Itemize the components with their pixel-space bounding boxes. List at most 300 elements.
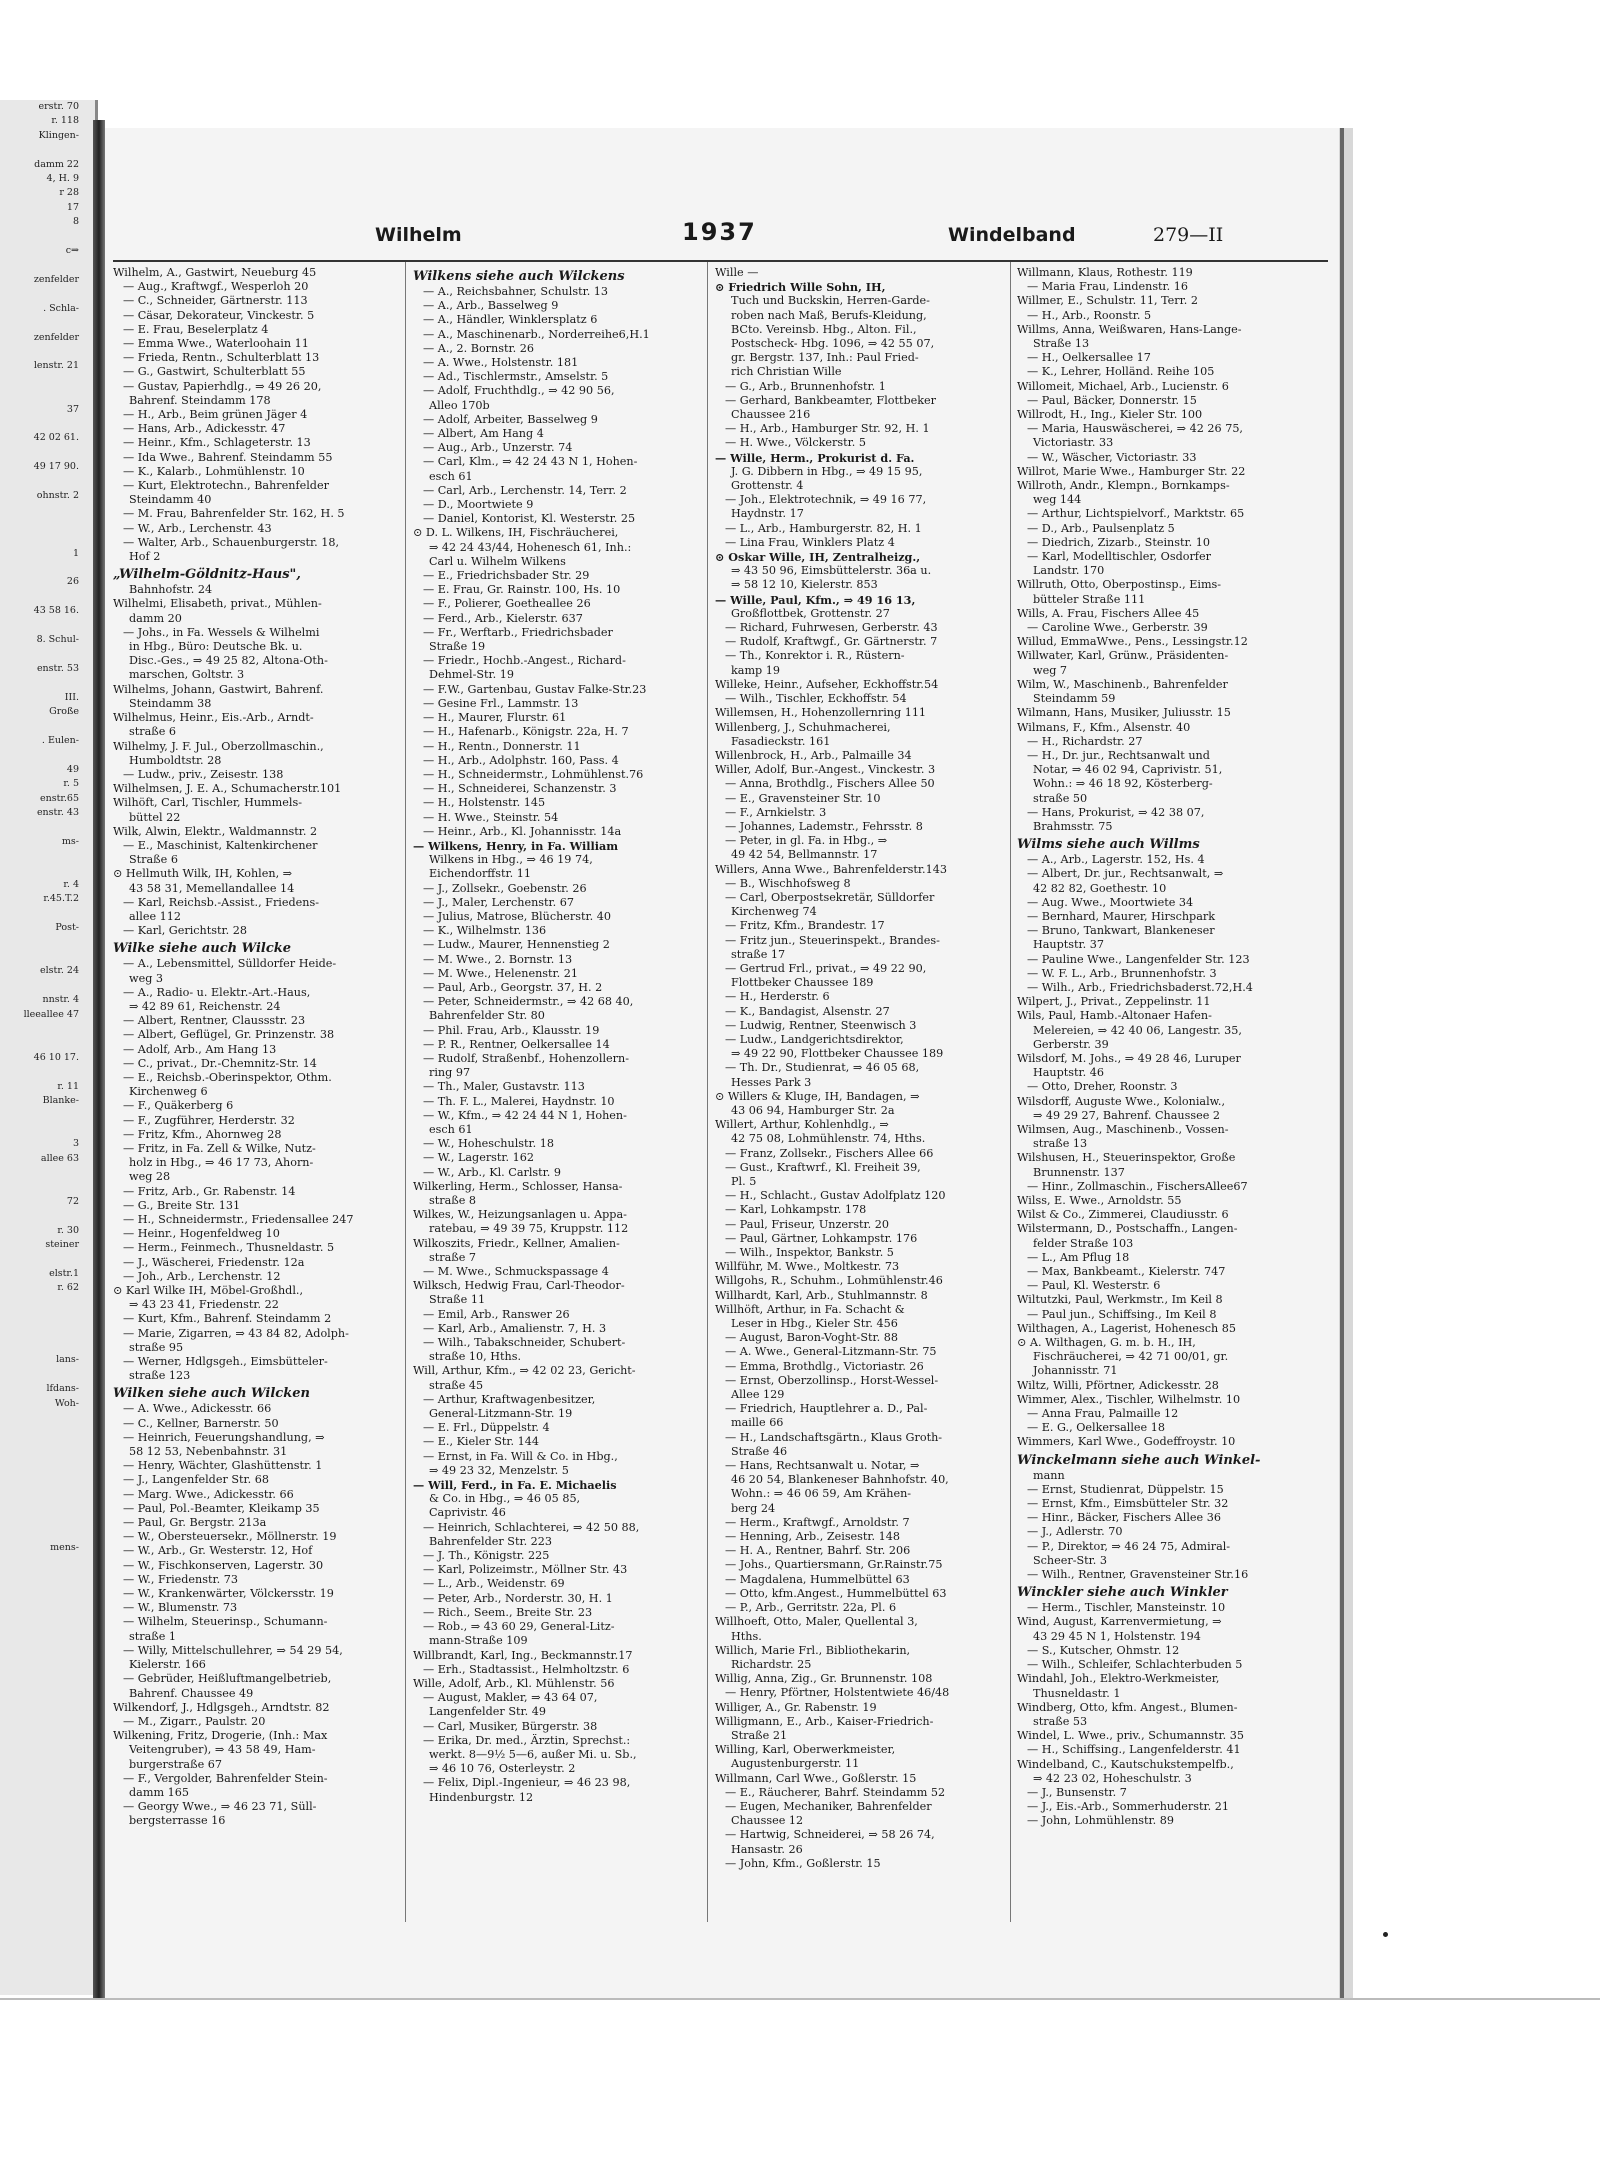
- adjacent-page-fragment: [0, 1180, 95, 1194]
- adjacent-page-fragment: [0, 936, 95, 950]
- directory-entry: ⇒ 42 23 02, Hoheschulstr. 3: [1033, 1771, 1192, 1785]
- adjacent-page-fragment: ohnstr. 2: [36, 489, 79, 501]
- adjacent-page-fragment: [0, 590, 95, 604]
- directory-entry: Willhöft, Arthur, in Fa. Schacht &: [715, 1302, 905, 1316]
- directory-entry: berg 24: [731, 1501, 776, 1515]
- directory-entry: — K., Bandagist, Alsenstr. 27: [725, 1004, 890, 1018]
- directory-entry: — L., Arb., Weidenstr. 69: [423, 1577, 565, 1591]
- directory-entry: Grottenstr. 4: [731, 479, 804, 493]
- directory-entry: Wilpert, J., Privat., Zeppelinstr. 11: [1017, 995, 1211, 1009]
- directory-entry: Wilkens siehe auch Wilckens: [413, 269, 625, 284]
- directory-entry: — W., Friedenstr. 73: [123, 1572, 238, 1586]
- directory-entry: Wills, A. Frau, Fischers Allee 45: [1017, 606, 1200, 620]
- adjacent-page-fragment: c⇒: [65, 245, 79, 257]
- adjacent-page-fragment: [0, 388, 95, 402]
- adjacent-page-fragment: III.: [64, 691, 79, 703]
- directory-entry: Caprivistr. 46: [429, 1506, 506, 1520]
- directory-entry: gr. Bergstr. 137, Inh.: Paul Fried-: [731, 351, 919, 365]
- adjacent-page-fragment: [0, 1425, 95, 1439]
- adjacent-page-fragment: [0, 647, 95, 661]
- directory-entry: Wilsdorff, Auguste Wwe., Kolonialw.,: [1017, 1094, 1226, 1108]
- book-spine: [93, 120, 105, 2000]
- directory-entry: ⇒ 43 23 41, Friedenstr. 22: [129, 1298, 279, 1312]
- directory-entry: Wilmans, F., Kfm., Alsenstr. 40: [1017, 720, 1191, 734]
- directory-entry: Wohn.: ⇒ 46 06 59, Am Krähen-: [731, 1487, 912, 1501]
- directory-entry: — W., Blumenstr. 73: [123, 1601, 238, 1615]
- directory-entry: — H., Schneiderei, Schanzenstr. 3: [423, 782, 617, 796]
- directory-entry: Wilkerling, Herm., Schlosser, Hansa-: [413, 1179, 623, 1193]
- directory-entry: Straße 46: [731, 1444, 788, 1458]
- directory-entry: — Wilh., Inspektor, Bankstr. 5: [725, 1246, 894, 1260]
- directory-entry: — M., Zigarr., Paulstr. 20: [123, 1714, 266, 1728]
- directory-entry: ⊙ A. Wilthagen, G. m. b. H., IH,: [1017, 1336, 1196, 1350]
- adjacent-page-fragment: [0, 1497, 95, 1511]
- adjacent-page-fragment: [0, 230, 95, 244]
- directory-entry: — C., Kellner, Barnerstr. 50: [123, 1416, 279, 1430]
- directory-entry: Willigmann, E., Arb., Kaiser-Friedrich-: [715, 1714, 934, 1728]
- directory-entry: Leser in Hbg., Kieler Str. 456: [731, 1317, 898, 1331]
- directory-entry: Wilthagen, A., Lagerist, Hohenesch 85: [1017, 1321, 1236, 1335]
- directory-entry: Willgohs, R., Schuhm., Lohmühlenstr.46: [715, 1274, 943, 1288]
- adjacent-page-fragment: [0, 475, 95, 489]
- directory-entry: — Fritz, Kfm., Brandestr. 17: [725, 919, 885, 933]
- directory-entry: — A., Arb., Lagerstr. 152, Hs. 4: [1027, 853, 1205, 867]
- directory-entry: 49 42 54, Bellmannstr. 17: [731, 848, 878, 862]
- directory-entry: — Rudolf, Kraftwgf., Gr. Gärtnerstr. 7: [725, 635, 938, 649]
- adjacent-page-fragment: r. 4: [63, 878, 79, 890]
- directory-entry: — E. Frau, Beselerplatz 4: [123, 322, 269, 336]
- adjacent-page-fragment: [0, 979, 95, 993]
- directory-entry: straße 17: [731, 947, 786, 961]
- adjacent-page-fragment: r.45.T.2: [43, 893, 79, 905]
- directory-entry: Wilhelmi, Elisabeth, privat., Mühlen-: [113, 597, 322, 611]
- directory-entry: ⊙ D. L. Wilkens, IH, Fischräucherei,: [413, 526, 619, 540]
- directory-entry: Brunnenstr. 137: [1033, 1165, 1125, 1179]
- adjacent-page-fragment: [0, 374, 95, 388]
- adjacent-page-fragment: [0, 864, 95, 878]
- directory-entry: — A. Wwe., Adickesstr. 66: [123, 1402, 272, 1416]
- directory-entry: — Wille, Herm., Prokurist d. Fa.: [715, 450, 915, 465]
- directory-entry: — Marg. Wwe., Adickesstr. 66: [123, 1487, 294, 1501]
- directory-entry: ⇒ 49 22 90, Flottbeker Chaussee 189: [731, 1047, 944, 1061]
- directory-entry: Flottbeker Chaussee 189: [731, 976, 874, 990]
- directory-entry: — J., Langenfelder Str. 68: [123, 1473, 269, 1487]
- directory-entry: Windel, L. Wwe., priv., Schumannstr. 35: [1017, 1729, 1244, 1743]
- directory-entry: Winckler siehe auch Winkler: [1017, 1585, 1228, 1601]
- directory-entry: — Albert, Rentner, Claussstr. 23: [123, 1014, 306, 1028]
- adjacent-page-fragment: . Eulen-: [41, 734, 79, 746]
- adjacent-page-fragment: [0, 1469, 95, 1483]
- directory-entry: — Gebrüder, Heißluftmangelbetrieb,: [123, 1672, 332, 1686]
- directory-entry: Willmann, Carl Wwe., Goßlerstr. 15: [715, 1771, 917, 1785]
- directory-entry: Gerberstr. 39: [1033, 1037, 1109, 1051]
- directory-entry: — H., Rentn., Donnerstr. 11: [423, 739, 581, 753]
- directory-entry: Wilken siehe auch Wilcken: [113, 1386, 310, 1402]
- directory-entry: ratebau, ⇒ 49 39 75, Kruppstr. 112: [429, 1222, 629, 1236]
- directory-entry: — Th. F. L., Malerei, Haydnstr. 10: [423, 1094, 615, 1108]
- directory-entry: — Karl, Polizeimstr., Möllner Str. 43: [423, 1563, 628, 1577]
- directory-column-3: [715, 266, 997, 1871]
- directory-entry: — Fritz, in Fa. Zell & Wilke, Nutz-: [123, 1141, 316, 1155]
- page-edge-shadow: [1340, 128, 1344, 2000]
- directory-entry: Willich, Marie Frl., Bibliothekarin,: [715, 1643, 911, 1657]
- directory-entry: Wilmann, Hans, Musiker, Juliusstr. 15: [1017, 706, 1231, 720]
- directory-entry: burgerstraße 67: [129, 1757, 222, 1771]
- directory-entry: Langenfelder Str. 49: [429, 1705, 546, 1719]
- column-divider: [707, 262, 708, 1922]
- adjacent-page-fragment: Klingen-: [38, 129, 79, 141]
- directory-entry: marschen, Goltstr. 3: [129, 668, 245, 682]
- directory-entry: — Carl, Oberpostsekretär, Sülldorfer: [725, 890, 935, 904]
- directory-entry: — Herm., Feinmech., Thusneldastr. 5: [123, 1241, 335, 1255]
- directory-entry: — H., Maurer, Flurstr. 61: [423, 711, 567, 725]
- directory-entry: — Erh., Stadtassist., Helmholtzstr. 6: [423, 1662, 630, 1676]
- directory-entry: — Peter, Arb., Norderstr. 30, H. 1: [423, 1591, 613, 1605]
- directory-entry: allee 112: [129, 909, 181, 923]
- directory-entry: — John, Kfm., Goßlerstr. 15: [725, 1856, 881, 1870]
- adjacent-page-fragment: [0, 1036, 95, 1050]
- adjacent-page-fragment: [0, 849, 95, 863]
- directory-entry: — Heinr., Hogenfeldweg 10: [123, 1227, 280, 1241]
- directory-entry: — F., Quäkerberg 6: [123, 1099, 234, 1113]
- directory-entry: weg 3: [129, 971, 164, 985]
- directory-entry: Wohn.: ⇒ 46 18 92, Kösterberg-: [1033, 777, 1213, 791]
- directory-entry: Hesses Park 3: [731, 1075, 812, 1089]
- directory-entry: — G., Arb., Brunnenhofstr. 1: [725, 379, 886, 393]
- directory-entry: — J. Th., Königstr. 225: [423, 1549, 550, 1563]
- adjacent-page-fragment: [0, 676, 95, 690]
- directory-entry: — J., Eis.-Arb., Sommerhuderstr. 21: [1027, 1800, 1229, 1814]
- directory-entry: weg 28: [129, 1170, 171, 1184]
- directory-entry: — Karl, Reichsb.-Assist., Friedens-: [123, 895, 320, 909]
- directory-entry: — Hans, Prokurist, ⇒ 42 38 07,: [1027, 805, 1205, 819]
- directory-entry: damm 165: [129, 1785, 189, 1799]
- directory-entry: ⊙ Oskar Wille, IH, Zentralheizg.,: [715, 550, 921, 565]
- scan-bottom-edge: [0, 1998, 1600, 2000]
- directory-entry: Humboldtstr. 28: [129, 753, 222, 767]
- adjacent-page-fragment: [0, 518, 95, 532]
- adjacent-page-fragment: erstr. 70: [38, 101, 79, 112]
- directory-entry: — Johs., Quartiersmann, Gr.Rainstr.75: [725, 1558, 943, 1572]
- adjacent-page-fragment: enstr. 43: [36, 806, 79, 818]
- adjacent-page-fragment: lleeallee 47: [23, 1008, 79, 1020]
- directory-entry: ⇒ 42 24 43/44, Hohenesch 61, Inh.:: [429, 540, 632, 554]
- directory-entry: — Kurt, Kfm., Bahrenf. Steindamm 2: [123, 1312, 332, 1326]
- directory-entry: ⇒ 42 89 61, Reichenstr. 24: [129, 999, 281, 1013]
- adjacent-page-fragment: [0, 1166, 95, 1180]
- directory-entry: weg 7: [1033, 663, 1068, 677]
- directory-entry: „Wilhelm-Göldnitz-Haus",: [113, 567, 301, 583]
- directory-entry: mann: [1033, 1468, 1065, 1482]
- directory-entry: — Wilh., Tabakschneider, Schubert-: [423, 1336, 626, 1350]
- directory-entry: 58 12 53, Nebenbahnstr. 31: [129, 1445, 288, 1459]
- directory-entry: Wilk, Alwin, Elektr., Waldmannstr. 2: [113, 824, 318, 838]
- directory-entry: Johannisstr. 71: [1033, 1364, 1118, 1378]
- adjacent-page-fragment: lfdans-: [46, 1383, 79, 1395]
- directory-entry: — H., Oelkersallee 17: [1027, 351, 1151, 365]
- directory-entry: Wind, August, Karrenvermietung, ⇒: [1017, 1615, 1222, 1629]
- directory-entry: — H., Schneidermstr., Friedensallee 247: [123, 1213, 354, 1226]
- directory-entry: mann-Straße 109: [429, 1634, 528, 1648]
- directory-entry: Windberg, Otto, kfm. Angest., Blumen-: [1017, 1700, 1238, 1714]
- directory-entry: — Ludw., priv., Zeisestr. 138: [123, 767, 284, 781]
- directory-entry: — F., Polierer, Goetheallee 26: [423, 597, 591, 611]
- adjacent-page-fragment: [0, 1253, 95, 1267]
- directory-entry: 43 58 31, Memellandallee 14: [129, 881, 295, 895]
- directory-entry: — K., Wilhelmstr. 136: [423, 924, 547, 938]
- directory-entry: — J., Wäscherei, Friedenstr. 12a: [123, 1255, 305, 1269]
- directory-entry: Bahnhofstr. 24: [129, 583, 213, 597]
- directory-entry: — Ad., Tischlermstr., Amselstr. 5: [423, 370, 609, 384]
- adjacent-page-fragment: [0, 316, 95, 330]
- directory-entry: Will, Arthur, Kfm., ⇒ 42 02 23, Gericht-: [413, 1364, 636, 1378]
- directory-entry: ⊙ Willers & Kluge, IH, Bandagen, ⇒: [715, 1089, 920, 1103]
- directory-entry: — Aug., Arb., Unzerstr. 74: [423, 441, 573, 455]
- directory-entry: — L., Am Pflug 18: [1027, 1250, 1130, 1264]
- directory-entry: — Paul, Friseur, Unzerstr. 20: [725, 1217, 890, 1231]
- directory-entry: Notar, ⇒ 46 02 94, Caprivistr. 51,: [1033, 763, 1223, 777]
- directory-entry: — Henry, Pförtner, Holstentwiete 46/48: [725, 1686, 950, 1700]
- directory-entry: Windelband, C., Kautschukstempelfb.,: [1017, 1757, 1234, 1771]
- directory-entry: — W., Arb., Lerchenstr. 43: [123, 521, 272, 535]
- directory-entry: — L., Arb., Hamburgerstr. 82, H. 1: [725, 521, 922, 535]
- adjacent-page-fragment: allee 63: [40, 1152, 79, 1164]
- directory-entry: Alleo 170b: [429, 398, 490, 412]
- directory-entry: — Bruno, Tankwart, Blankeneser: [1027, 924, 1215, 938]
- column-divider: [1010, 262, 1011, 1922]
- adjacent-page-fragment: [0, 503, 95, 517]
- directory-entry: — H., Arb., Beim grünen Jäger 4: [123, 408, 308, 422]
- directory-entry: General-Litzmann-Str. 19: [429, 1407, 573, 1421]
- directory-entry: — Albert, Geflügel, Gr. Prinzenstr. 38: [123, 1028, 335, 1042]
- directory-entry: — G., Gastwirt, Schulterblatt 55: [123, 365, 306, 379]
- directory-entry: — August, Makler, ⇒ 43 64 07,: [423, 1691, 598, 1705]
- directory-entry: Wilhelms, Johann, Gastwirt, Bahrenf.: [113, 682, 324, 696]
- directory-entry: Willwater, Karl, Grünw., Präsidenten-: [1017, 649, 1229, 663]
- directory-entry: — Paul, Bäcker, Donnerstr. 15: [1027, 393, 1197, 407]
- directory-entry: Straße 6: [129, 853, 178, 867]
- directory-entry: Willeke, Heinr., Aufseher, Eckhoffstr.54: [715, 677, 939, 691]
- directory-entry: Dehmel-Str. 19: [429, 668, 515, 682]
- directory-entry: — Karl, Lohkampstr. 178: [725, 1203, 867, 1217]
- directory-entry: — Peter, in gl. Fa. in Hbg., ⇒: [725, 834, 888, 848]
- directory-entry: Victoriastr. 33: [1033, 436, 1114, 450]
- adjacent-page-fragment: zenfelder: [33, 273, 79, 285]
- directory-entry: — Paul jun., Schiffsing., Im Keil 8: [1027, 1307, 1217, 1321]
- directory-entry: Wilss, E. Wwe., Arnoldstr. 55: [1017, 1194, 1182, 1207]
- adjacent-page-fragment: lenstr. 21: [33, 360, 79, 372]
- directory-entry: — Adolf, Arbeiter, Basselweg 9: [423, 412, 598, 426]
- directory-entry: Steindamm 59: [1033, 692, 1116, 706]
- directory-entry: — Richard, Fuhrwesen, Gerberstr. 43: [725, 621, 938, 635]
- directory-entry: ⇒ 43 50 96, Eimsbüttelerstr. 36a u.: [731, 564, 932, 578]
- directory-entry: — M. Wwe., Schmuckspassage 4: [423, 1265, 609, 1279]
- adjacent-page-fragment: [0, 1526, 95, 1540]
- column-divider: [405, 262, 406, 1922]
- directory-entry: — Adolf, Arb., Am Hang 13: [123, 1042, 277, 1056]
- directory-entry: — C., privat., Dr.-Chemnitz-Str. 14: [123, 1056, 317, 1070]
- directory-entry: — Th., Konrektor i. R., Rüstern-: [725, 649, 905, 663]
- directory-entry: Williger, A., Gr. Rabenstr. 19: [715, 1700, 877, 1714]
- adjacent-page-fragment: damm 22: [34, 158, 79, 170]
- directory-entry: Chaussee 12: [731, 1814, 804, 1828]
- directory-entry: — Fritz, Arb., Gr. Rabenstr. 14: [123, 1184, 296, 1198]
- directory-entry: Wilshusen, H., Steuerinspektor, Große: [1017, 1151, 1236, 1165]
- directory-entry: — E. G., Oelkersallee 18: [1027, 1421, 1165, 1435]
- directory-page: [105, 128, 1353, 2000]
- adjacent-page-fragment: [0, 1065, 95, 1079]
- adjacent-page-fragment: 4, H. 9: [46, 173, 79, 185]
- directory-entry: — M. Wwe., 2. Bornstr. 13: [423, 952, 573, 966]
- directory-entry: Wilsdorf, M. Johs., ⇒ 49 28 46, Luruper: [1017, 1051, 1241, 1065]
- directory-entry: — Anna, Brothdlg., Fischers Allee 50: [725, 777, 935, 791]
- directory-entry: — Paul, Gärtner, Lohkampstr. 176: [725, 1231, 918, 1245]
- directory-entry: Wilkening, Fritz, Drogerie, (Inh.: Max: [113, 1729, 328, 1743]
- directory-entry: straße 45: [429, 1378, 484, 1392]
- directory-entry: ring 97: [429, 1066, 471, 1080]
- directory-column-4: [1017, 266, 1299, 1829]
- directory-entry: ⇒ 46 10 76, Osterleystr. 2: [429, 1762, 576, 1776]
- directory-entry: — Albert, Am Hang 4: [423, 427, 544, 441]
- adjacent-page-fragment: [0, 1339, 95, 1353]
- directory-entry: — Heinrich, Schlachterei, ⇒ 42 50 88,: [423, 1520, 640, 1534]
- directory-entry: Kielerstr. 166: [129, 1658, 206, 1672]
- directory-entry: — Fr., Werftarb., Friedrichsbader: [423, 625, 613, 639]
- directory-entry: 43 29 45 N 1, Holstenstr. 194: [1033, 1629, 1201, 1643]
- directory-entry: Eichendorffstr. 11: [429, 867, 531, 881]
- directory-entry: — H., Arb., Adolphstr. 160, Pass. 4: [423, 753, 619, 767]
- directory-entry: — Arthur, Kraftwagenbesitzer,: [423, 1392, 596, 1406]
- directory-entry: — H., Richardstr. 27: [1027, 734, 1143, 748]
- directory-entry: Willbrandt, Karl, Ing., Beckmannstr.17: [413, 1648, 633, 1662]
- directory-entry: 42 82 82, Goethestr. 10: [1033, 881, 1167, 895]
- directory-entry: Thusneldastr. 1: [1033, 1686, 1121, 1700]
- adjacent-page-fragment: . Schla-: [43, 302, 79, 314]
- directory-entry: Willrodt, H., Ing., Kieler Str. 100: [1017, 408, 1203, 422]
- directory-entry: — Aug. Wwe., Moortwiete 34: [1027, 895, 1194, 909]
- directory-entry: — Heinrich, Feuerungshandlung, ⇒: [123, 1430, 325, 1444]
- directory-entry: — A., Arb., Basselweg 9: [423, 299, 559, 313]
- directory-entry: — W., Fischkonserven, Lagerstr. 30: [123, 1558, 324, 1572]
- directory-entry: — Peter, Schneidermstr., ⇒ 42 68 40,: [423, 995, 634, 1009]
- directory-entry: — H. Wwe., Steinstr. 54: [423, 810, 559, 824]
- adjacent-page-fragment: [0, 1440, 95, 1454]
- directory-entry: Willing, Karl, Oberwerkmeister,: [715, 1743, 896, 1757]
- directory-entry: — Ferd., Arb., Kielerstr. 637: [423, 611, 583, 625]
- adjacent-page-fragment: 26: [66, 576, 79, 588]
- directory-entry: Wilkens in Hbg., ⇒ 46 19 74,: [429, 853, 593, 867]
- running-header: [105, 216, 1335, 256]
- directory-entry: — B., Wischhofsweg 8: [725, 876, 851, 890]
- directory-entry: Carl u. Wilhelm Wilkens: [429, 554, 566, 568]
- directory-entry: Hof 2: [129, 550, 161, 564]
- directory-entry: Fischräucherei, ⇒ 42 71 00/01, gr.: [1033, 1350, 1229, 1364]
- directory-entry: — Felix, Dipl.-Ingenieur, ⇒ 46 23 98,: [423, 1776, 631, 1790]
- adjacent-page-fragment: Woh-: [54, 1397, 79, 1409]
- adjacent-page-fragment: [0, 907, 95, 921]
- directory-entry: — A. Wwe., General-Litzmann-Str. 75: [725, 1345, 937, 1359]
- directory-entry: straße 10, Hths.: [429, 1350, 522, 1364]
- directory-entry: — Rob., ⇒ 43 60 29, General-Litz-: [423, 1620, 615, 1634]
- directory-entry: — Lina Frau, Winklers Platz 4: [725, 535, 895, 549]
- header-rule: [113, 260, 1328, 262]
- ink-speck: [1383, 1932, 1388, 1937]
- directory-entry: Wilkes, W., Heizungsanlagen u. Appa-: [413, 1208, 627, 1222]
- adjacent-page-fragment: [0, 820, 95, 834]
- directory-entry: — Magdalena, Hummelbüttel 63: [725, 1572, 910, 1586]
- directory-entry: bergsterrasse 16: [129, 1814, 226, 1828]
- adjacent-page-fragment: r 28: [59, 187, 79, 199]
- directory-entry: — Diedrich, Zizarb., Steinstr. 10: [1027, 535, 1210, 549]
- directory-entry: — Wilh., Rentner, Gravensteiner Str.16: [1027, 1568, 1249, 1582]
- directory-entry: — Joh., Arb., Lerchenstr. 12: [123, 1269, 281, 1283]
- directory-entry: — H. A., Rentner, Bahrf. Str. 206: [725, 1544, 911, 1558]
- adjacent-page-fragment: 72: [66, 1195, 79, 1207]
- directory-entry: Willmer, E., Schulstr. 11, Terr. 2: [1017, 294, 1198, 308]
- directory-entry: Straße 13: [1033, 337, 1090, 351]
- directory-entry: — Maria, Hauswäscherei, ⇒ 42 26 75,: [1027, 422, 1243, 436]
- directory-entry: — Daniel, Kontorist, Kl. Westerstr. 25: [423, 512, 636, 526]
- directory-entry: — H., Arb., Hamburger Str. 92, H. 1: [725, 422, 930, 436]
- directory-entry: Wille, Adolf, Arb., Kl. Mühlenstr. 56: [413, 1676, 615, 1690]
- directory-entry: — E. Frau, Gr. Rainstr. 100, Hs. 10: [423, 583, 621, 597]
- adjacent-page-fragment: 37: [66, 403, 79, 415]
- adjacent-page-fragment: 42 02 61.: [33, 432, 79, 444]
- directory-entry: — W., Hoheschulstr. 18: [423, 1137, 554, 1151]
- directory-entry: — Phil. Frau, Arb., Klausstr. 19: [423, 1023, 600, 1037]
- adjacent-page-fragment: [0, 1483, 95, 1497]
- directory-entry: Willruth, Otto, Oberpostinsp., Eims-: [1017, 578, 1222, 592]
- directory-entry: — Gerhard, Bankbeamter, Flottbeker: [725, 393, 937, 407]
- directory-entry: — J., Maler, Lerchenstr. 67: [423, 895, 574, 909]
- directory-entry: werkt. 8—9½ 5—6, außer Mi. u. Sb.,: [429, 1747, 637, 1761]
- directory-entry: straße 8: [429, 1194, 477, 1207]
- directory-entry: Melereien, ⇒ 42 40 06, Langestr. 35,: [1033, 1023, 1242, 1037]
- adjacent-page-fragment: [0, 1454, 95, 1468]
- directory-entry: Großflottbek, Grottenstr. 27: [731, 606, 890, 620]
- adjacent-page-fragment: [0, 446, 95, 460]
- directory-entry: — W., Lagerstr. 162: [423, 1151, 535, 1165]
- adjacent-page-fragment: [0, 1209, 95, 1223]
- directory-entry: — H., Holstenstr. 145: [423, 796, 546, 810]
- adjacent-page-fragment: 3: [72, 1138, 79, 1150]
- directory-entry: Willmann, Klaus, Rothestr. 119: [1017, 266, 1193, 279]
- directory-entry: — E., Reichsb.-Oberinspektor, Othm.: [123, 1070, 332, 1084]
- directory-entry: J. G. Dibbern in Hbg., ⇒ 49 15 95,: [731, 464, 923, 478]
- directory-entry: esch 61: [429, 1122, 473, 1136]
- directory-entry: — Otto, Dreher, Roonstr. 3: [1027, 1080, 1178, 1094]
- directory-entry: — F., Vergolder, Bahrenfelder Stein-: [123, 1771, 328, 1785]
- directory-entry: — K., Lehrer, Holländ. Reihe 105: [1027, 365, 1215, 379]
- directory-entry: esch 61: [429, 469, 473, 483]
- adjacent-page-fragment: r. 118: [51, 115, 79, 127]
- directory-entry: — Ernst, Kfm., Eimsbütteler Str. 32: [1027, 1497, 1229, 1511]
- adjacent-page-fragment: 8. Schul-: [36, 634, 79, 646]
- directory-entry: — Karl, Arb., Amalienstr. 7, H. 3: [423, 1321, 607, 1335]
- directory-entry: — Karl, Modelltischler, Osdorfer: [1027, 550, 1211, 564]
- directory-entry: — Adolf, Fruchthdlg., ⇒ 42 90 56,: [423, 384, 615, 398]
- directory-entry: — D., Arb., Paulsenplatz 5: [1027, 521, 1175, 535]
- directory-entry: — P., Direktor, ⇒ 46 24 75, Admiral-: [1027, 1539, 1231, 1553]
- adjacent-page-fragment: [0, 1512, 95, 1526]
- directory-entry: — Cäsar, Dekorateur, Vinckestr. 5: [123, 308, 315, 322]
- directory-entry: Willms, Anna, Weißwaren, Hans-Lange-: [1017, 322, 1242, 336]
- adjacent-page-fragment: 1: [72, 547, 79, 559]
- directory-entry: — Walter, Arb., Schauenburgerstr. 18,: [123, 535, 340, 549]
- directory-entry: 43 06 94, Hamburger Str. 2a: [731, 1103, 895, 1117]
- directory-column-1: [113, 266, 395, 1829]
- directory-entry: — H., Landschaftsgärtn., Klaus Groth-: [725, 1430, 943, 1444]
